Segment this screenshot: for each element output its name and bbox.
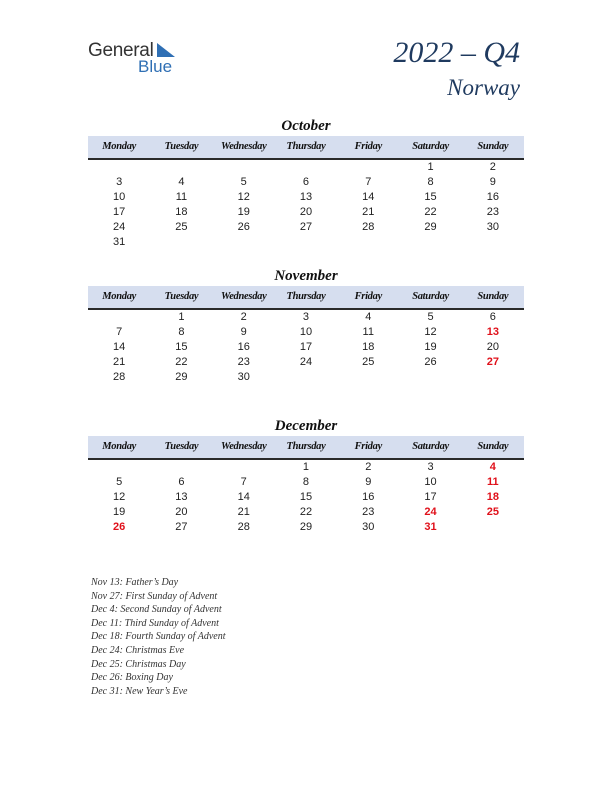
weekday-label: Wednesday bbox=[220, 291, 267, 302]
weekday-label: Friday bbox=[354, 441, 382, 452]
day-cell: 13 bbox=[175, 491, 188, 503]
day-cell: 8 bbox=[302, 476, 310, 488]
day-cell: 20 bbox=[299, 206, 313, 218]
month-december bbox=[88, 416, 524, 535]
day-cell: 5 bbox=[240, 176, 247, 188]
day-cell: 25 bbox=[175, 221, 188, 233]
weekday-label: Thursday bbox=[286, 291, 326, 302]
day-cell: 14 bbox=[237, 491, 250, 503]
day-cell: 11 bbox=[175, 191, 188, 203]
week-row bbox=[88, 520, 524, 535]
weekday-label: Wednesday bbox=[220, 441, 267, 452]
week-row bbox=[88, 190, 524, 205]
day-cell: 14 bbox=[362, 191, 375, 203]
day-cell bbox=[213, 460, 275, 475]
day-cell: 24 bbox=[299, 356, 313, 368]
week-row bbox=[88, 475, 524, 490]
day-cell bbox=[462, 520, 524, 535]
day-cell: 22 bbox=[424, 206, 437, 218]
day-cell: 10 bbox=[113, 191, 126, 203]
day-cell: 2 bbox=[365, 461, 372, 473]
day-cell: 23 bbox=[362, 506, 375, 518]
day-cell: 26 bbox=[237, 221, 250, 233]
holiday-note: Dec 24: Christmas Eve bbox=[91, 644, 185, 656]
day-cell: 9 bbox=[365, 476, 372, 488]
weekday-label: Saturday bbox=[412, 291, 449, 302]
day-cell: 24 bbox=[424, 506, 437, 518]
week-row bbox=[88, 505, 524, 520]
day-cell: 8 bbox=[178, 326, 185, 338]
day-cell: 6 bbox=[178, 476, 185, 488]
day-cell: 4 bbox=[178, 176, 185, 188]
day-cell: 19 bbox=[237, 206, 250, 218]
day-cell bbox=[150, 460, 212, 475]
day-cell: 13 bbox=[299, 191, 313, 203]
day-cell: 17 bbox=[113, 206, 126, 218]
week-row bbox=[88, 370, 524, 385]
week-row bbox=[88, 460, 524, 475]
weekday-label: Thursday bbox=[286, 141, 326, 152]
day-cell: 3 bbox=[302, 311, 310, 323]
weekday-label: Saturday bbox=[412, 441, 449, 452]
day-cell: 28 bbox=[237, 521, 250, 533]
day-cell: 15 bbox=[299, 491, 313, 503]
weekday-header bbox=[88, 136, 524, 160]
day-cell bbox=[88, 460, 150, 475]
day-cell: 7 bbox=[240, 476, 247, 488]
week-row bbox=[88, 205, 524, 220]
day-cell bbox=[399, 235, 461, 250]
day-cell: 26 bbox=[424, 356, 437, 368]
day-cell: 25 bbox=[362, 356, 375, 368]
weekday-label: Monday bbox=[102, 291, 137, 302]
day-cell: 30 bbox=[237, 371, 250, 383]
day-cell bbox=[399, 370, 461, 385]
page-subtitle: Norway bbox=[447, 75, 520, 100]
day-cell: 14 bbox=[113, 341, 126, 353]
day-cell: 3 bbox=[116, 176, 123, 188]
day-cell: 2 bbox=[489, 161, 496, 173]
month-november bbox=[88, 266, 524, 385]
day-cell: 4 bbox=[365, 311, 372, 323]
week-row bbox=[88, 355, 524, 370]
day-cell: 20 bbox=[175, 506, 188, 518]
day-cell: 7 bbox=[116, 326, 123, 338]
day-cell bbox=[213, 160, 275, 175]
logo-blue-text: Blue bbox=[138, 57, 173, 76]
day-cell: 1 bbox=[178, 311, 185, 323]
day-cell: 26 bbox=[113, 521, 126, 533]
weekday-label: Sunday bbox=[477, 291, 509, 302]
day-cell: 9 bbox=[240, 326, 247, 338]
day-cell bbox=[88, 160, 150, 175]
day-cell: 13 bbox=[486, 326, 499, 338]
day-cell: 16 bbox=[362, 491, 375, 503]
day-cell: 17 bbox=[424, 491, 437, 503]
day-cell bbox=[337, 370, 399, 385]
weekday-header bbox=[88, 286, 524, 310]
day-cell bbox=[150, 235, 212, 250]
day-cell: 5 bbox=[116, 476, 123, 488]
day-cell: 30 bbox=[486, 221, 499, 233]
week-row bbox=[88, 160, 524, 175]
month-name: December bbox=[274, 418, 338, 434]
day-cell: 23 bbox=[486, 206, 499, 218]
day-cell: 15 bbox=[175, 341, 188, 353]
day-cell: 25 bbox=[486, 506, 499, 518]
day-cell: 12 bbox=[424, 326, 437, 338]
weekday-label: Tuesday bbox=[164, 141, 199, 152]
day-cell: 12 bbox=[113, 491, 126, 503]
month-october bbox=[88, 116, 524, 250]
holiday-note: Dec 11: Third Sunday of Advent bbox=[91, 617, 219, 629]
logo bbox=[88, 40, 188, 76]
week-row bbox=[88, 235, 524, 250]
day-cell: 19 bbox=[424, 341, 437, 353]
weekday-label: Wednesday bbox=[220, 141, 267, 152]
day-cell: 16 bbox=[237, 341, 250, 353]
day-cell: 20 bbox=[486, 341, 499, 353]
weekday-label: Friday bbox=[354, 291, 382, 302]
week-row bbox=[88, 325, 524, 340]
day-cell: 31 bbox=[113, 236, 126, 248]
day-cell: 30 bbox=[362, 521, 375, 533]
day-cell bbox=[275, 370, 337, 385]
day-cell: 17 bbox=[299, 341, 313, 353]
day-cell: 27 bbox=[299, 221, 313, 233]
logo-general-text: General bbox=[88, 40, 154, 61]
day-cell bbox=[88, 310, 150, 325]
day-cell: 31 bbox=[424, 521, 437, 533]
day-cell: 18 bbox=[486, 491, 499, 503]
weekday-header bbox=[88, 436, 524, 460]
day-cell: 4 bbox=[489, 461, 496, 473]
day-cell: 7 bbox=[365, 176, 372, 188]
month-name: November bbox=[274, 268, 338, 284]
day-cell: 10 bbox=[424, 476, 437, 488]
day-cell: 28 bbox=[113, 371, 126, 383]
day-cell: 6 bbox=[302, 176, 310, 188]
day-cell bbox=[213, 235, 275, 250]
week-row bbox=[88, 220, 524, 235]
weekday-label: Sunday bbox=[477, 441, 509, 452]
day-cell bbox=[337, 160, 399, 175]
day-cell: 6 bbox=[489, 311, 496, 323]
day-cell: 27 bbox=[175, 521, 188, 533]
week-row bbox=[88, 340, 524, 355]
week-row bbox=[88, 490, 524, 505]
day-cell: 18 bbox=[175, 206, 188, 218]
day-cell: 23 bbox=[237, 356, 250, 368]
holiday-note: Dec 25: Christmas Day bbox=[91, 658, 186, 670]
holiday-note: Dec 26: Boxing Day bbox=[91, 672, 173, 684]
day-cell: 21 bbox=[237, 506, 250, 518]
day-cell: 11 bbox=[362, 326, 374, 338]
day-cell: 3 bbox=[427, 461, 434, 473]
day-cell: 9 bbox=[489, 176, 496, 188]
weekday-label: Friday bbox=[354, 141, 382, 152]
weekday-label: Monday bbox=[102, 141, 137, 152]
day-cell bbox=[462, 235, 524, 250]
weekday-label: Thursday bbox=[286, 441, 326, 452]
day-cell: 12 bbox=[237, 191, 250, 203]
day-cell: 18 bbox=[362, 341, 375, 353]
day-cell: 1 bbox=[427, 161, 434, 173]
weekday-label: Saturday bbox=[412, 141, 449, 152]
holiday-note: Dec 18: Fourth Sunday of Advent bbox=[91, 631, 226, 643]
day-cell: 16 bbox=[486, 191, 499, 203]
day-cell: 1 bbox=[302, 461, 310, 473]
day-cell: 2 bbox=[240, 311, 247, 323]
day-cell: 29 bbox=[299, 521, 313, 533]
day-cell: 10 bbox=[299, 326, 313, 338]
day-cell: 28 bbox=[362, 221, 375, 233]
weekday-label: Tuesday bbox=[164, 291, 199, 302]
day-cell: 19 bbox=[113, 506, 126, 518]
day-cell bbox=[462, 370, 524, 385]
month-name: October bbox=[281, 118, 331, 134]
weekday-label: Sunday bbox=[477, 141, 509, 152]
day-cell: 21 bbox=[113, 356, 126, 368]
holiday-note: Dec 4: Second Sunday of Advent bbox=[91, 604, 222, 616]
day-cell: 27 bbox=[486, 356, 499, 368]
holiday-notes bbox=[91, 576, 226, 698]
day-cell bbox=[150, 160, 212, 175]
holiday-note: Nov 13: Father’s Day bbox=[91, 577, 179, 588]
weekday-label: Tuesday bbox=[164, 441, 199, 452]
day-cell: 29 bbox=[175, 371, 188, 383]
day-cell: 22 bbox=[299, 506, 313, 518]
week-row bbox=[88, 310, 524, 325]
day-cell: 5 bbox=[427, 311, 434, 323]
day-cell: 8 bbox=[427, 176, 434, 188]
day-cell: 24 bbox=[113, 221, 126, 233]
day-cell: 29 bbox=[424, 221, 437, 233]
weekday-label: Monday bbox=[102, 441, 137, 452]
day-cell bbox=[275, 160, 337, 175]
holiday-note: Dec 31: New Year’s Eve bbox=[91, 685, 188, 697]
day-cell: 15 bbox=[424, 191, 437, 203]
holiday-note: Nov 27: First Sunday of Advent bbox=[91, 590, 218, 602]
day-cell bbox=[275, 235, 337, 250]
page-title: 2022 – Q4 bbox=[393, 36, 520, 69]
day-cell: 11 bbox=[487, 476, 499, 488]
day-cell: 21 bbox=[362, 206, 375, 218]
day-cell bbox=[337, 235, 399, 250]
week-row bbox=[88, 175, 524, 190]
day-cell: 22 bbox=[175, 356, 188, 368]
